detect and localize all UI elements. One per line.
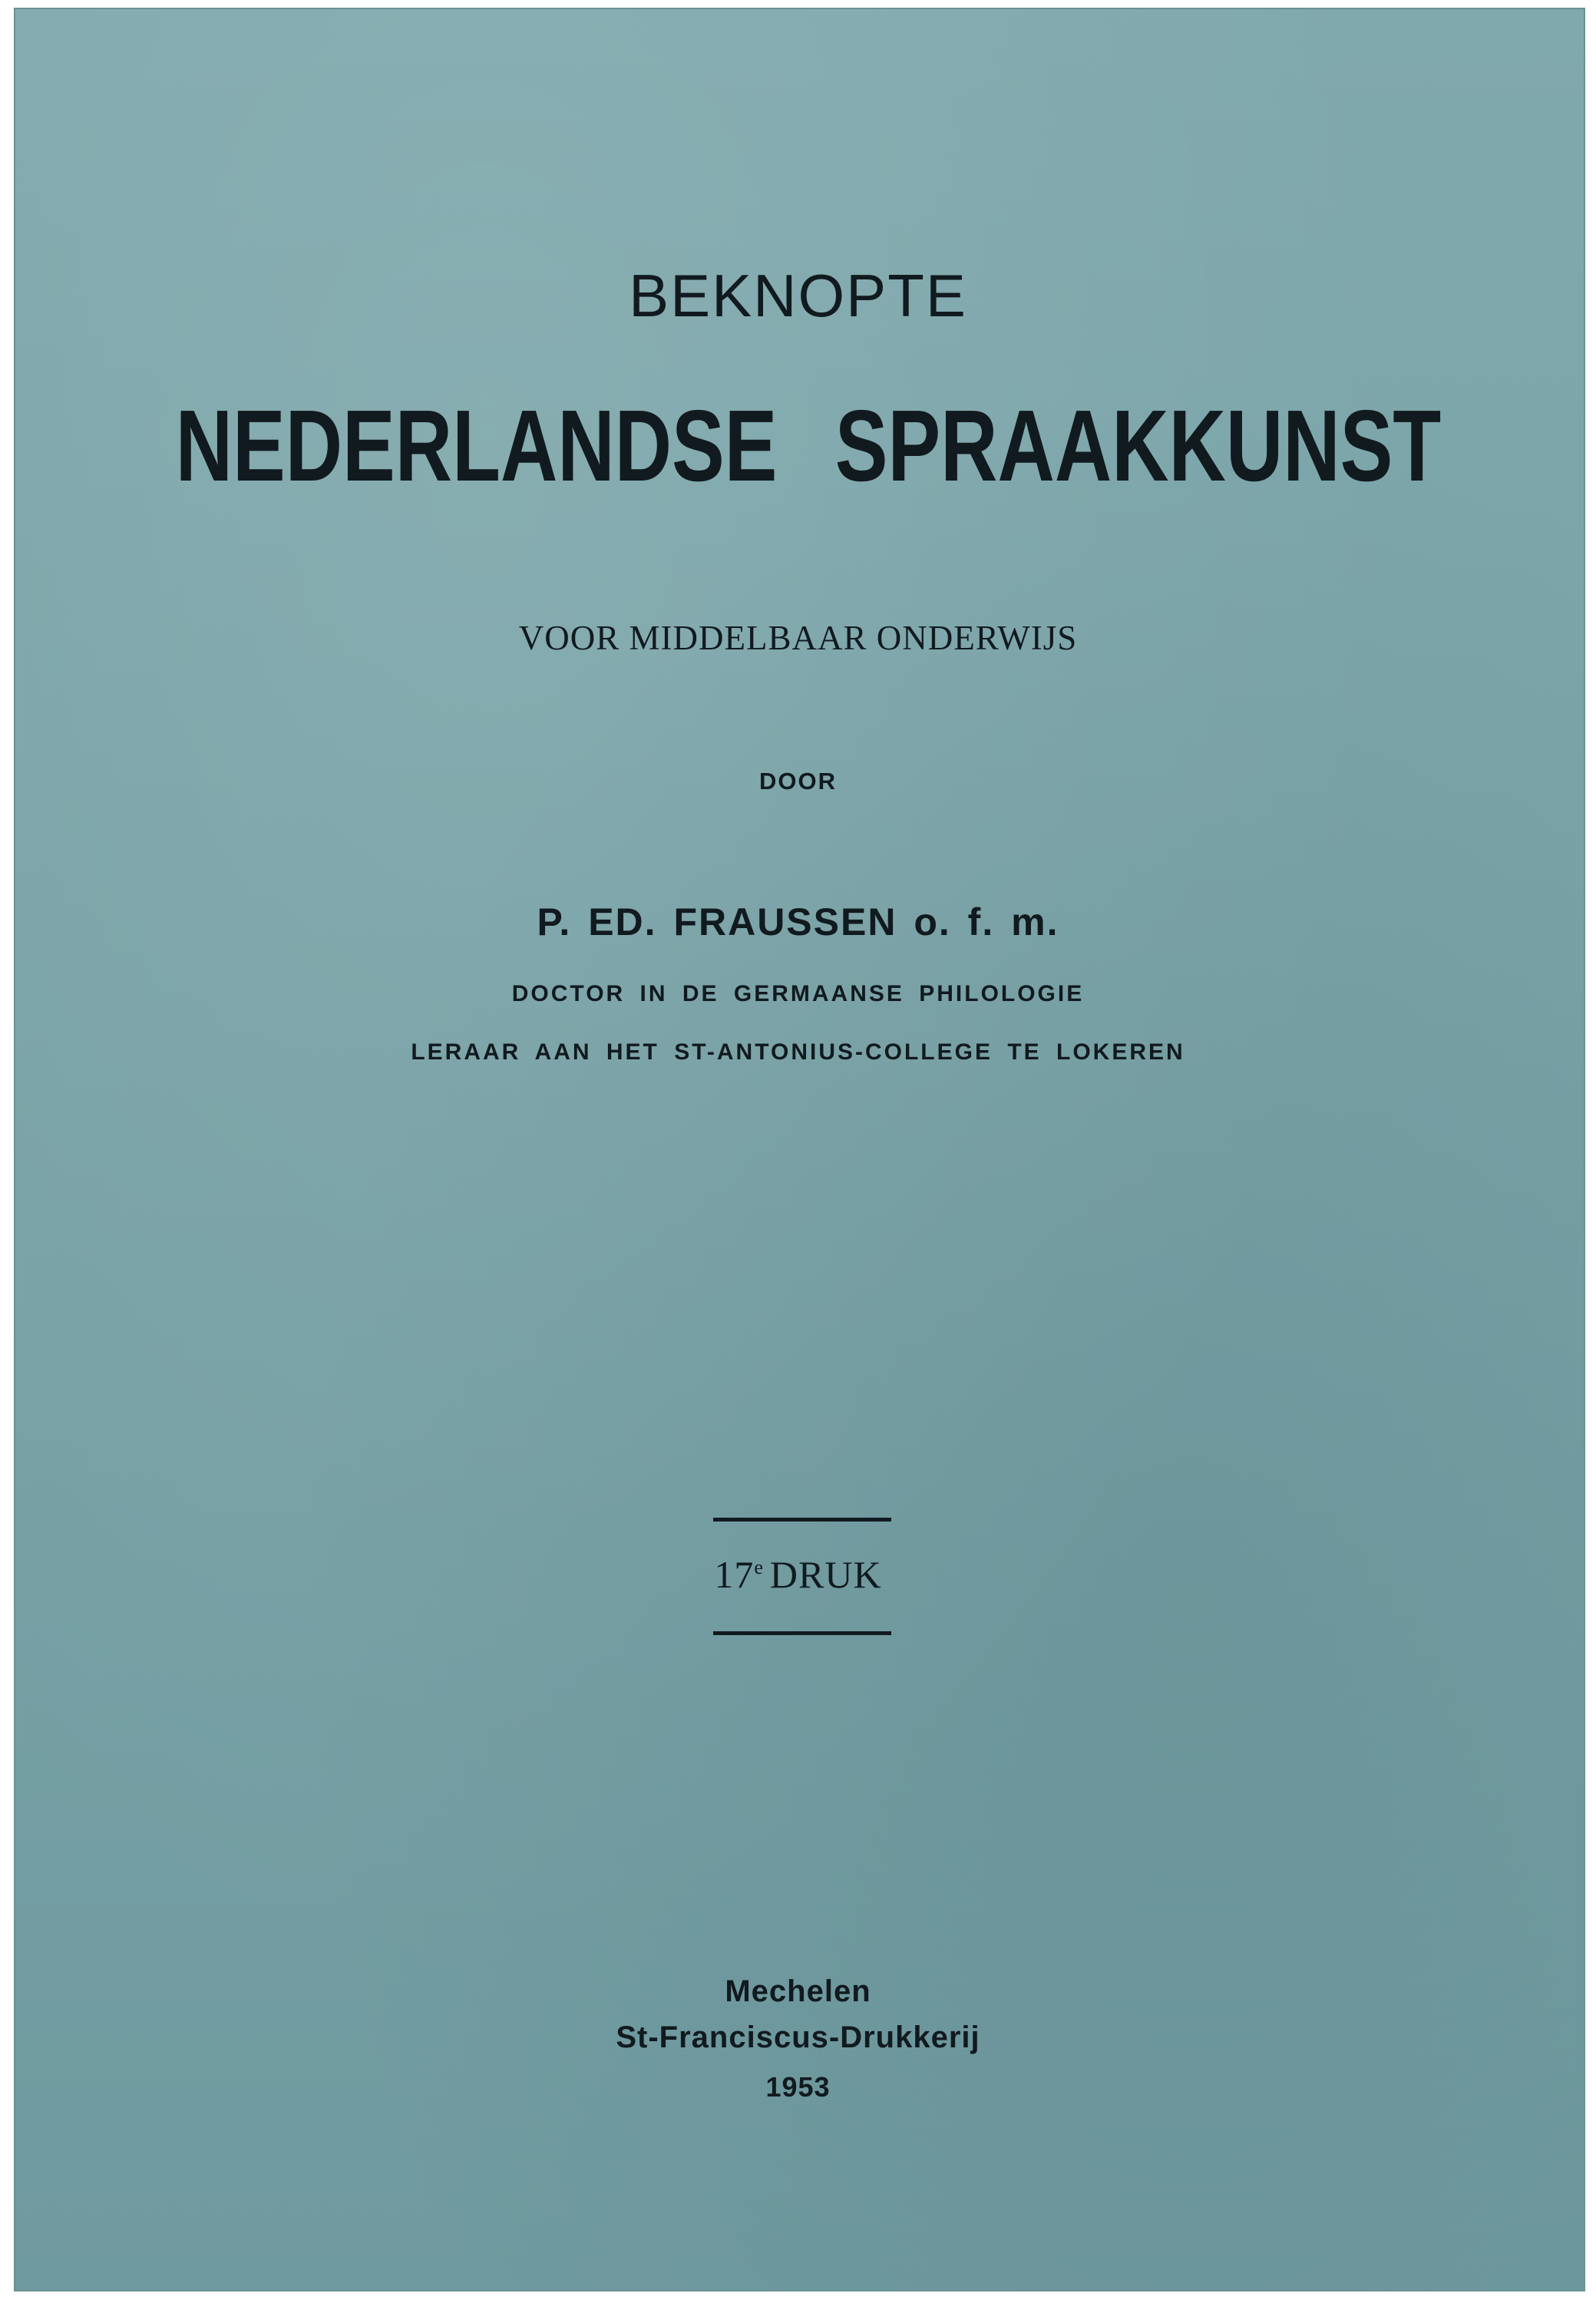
edition-rule-bottom [713, 1631, 891, 1635]
author-name: P. ED. FRAUSSEN o. f. m. [537, 900, 1059, 943]
edition-word: DRUK [769, 1553, 882, 1596]
author-degree: DOCTOR IN DE GERMAANSE PHILOLOGIE [511, 981, 1085, 1006]
by-label: DOOR [759, 768, 837, 795]
title-top: BEKNOPTE [629, 262, 967, 329]
publisher-city: Mechelen [725, 1974, 871, 2008]
publication-year: 1953 [765, 2071, 831, 2103]
edition-rule-top [713, 1518, 891, 1522]
edition [0, 1552, 1596, 1597]
subtitle: VOOR MIDDELBAAR ONDERWIJS [518, 619, 1078, 657]
edition-suffix: e [754, 1556, 764, 1578]
author-position: LERAAR AAN HET ST-ANTONIUS-COLLEGE TE LOKEREN [411, 1039, 1185, 1065]
edition-number: 17 [714, 1553, 755, 1596]
title-main: NEDERLANDSE SPRAAKKUNST [175, 389, 1442, 502]
book-cover [14, 8, 1585, 2291]
publisher-name: St-Franciscus-Drukkerij [616, 2020, 980, 2054]
